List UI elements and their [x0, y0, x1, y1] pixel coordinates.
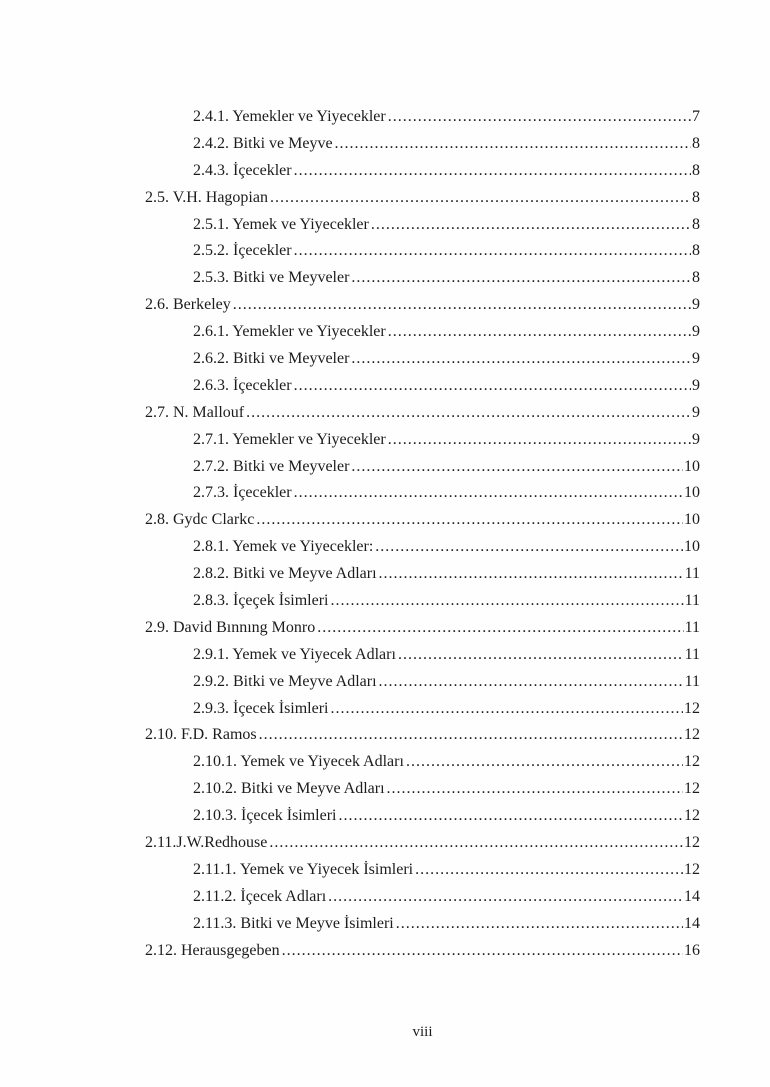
toc-entry-label: 2.5. V.H. Hagopian [145, 188, 268, 206]
toc-entry-page-number: 12 [684, 699, 700, 717]
toc-entry-label: 2.9.3. İçecek İsimleri [193, 699, 329, 717]
toc-entry-page-number: 12 [684, 726, 700, 744]
toc-entry-label: 2.11.1. Yemek ve Yiyecek İsimleri [193, 860, 414, 878]
toc-entry-page-number: 8 [692, 242, 700, 260]
dot-leader [351, 265, 691, 292]
toc-entry-page-number: 9 [692, 296, 700, 314]
dot-leader [396, 911, 683, 938]
toc-entry-page-number: 12 [684, 807, 700, 825]
toc-entry[interactable] [145, 427, 700, 454]
toc-entry-label: 2.5.2. İçecekler [193, 242, 292, 260]
toc-entry[interactable] [145, 776, 700, 803]
toc-entry-page-number: 8 [692, 134, 700, 152]
toc-entry-page-number: 9 [692, 403, 700, 421]
toc-entry-label: 2.8.2. Bitki ve Meyve Adları [193, 565, 377, 583]
toc-entry-label: 2.11.3. Bitki ve Meyve İsimleri [193, 914, 394, 932]
dot-leader [270, 185, 691, 212]
toc-entry-label: 2.5.1. Yemek ve Yiyecekler [193, 215, 369, 233]
toc-entry[interactable] [145, 104, 700, 131]
toc-entry-label: 2.7.2. Bitki ve Meyveler [193, 457, 350, 475]
toc-entry-label: 2.9.2. Bitki ve Meyve Adları [193, 672, 377, 690]
dot-leader [351, 454, 683, 481]
toc-entry-label: 2.6.2. Bitki ve Meyveler [193, 350, 350, 368]
toc-entry[interactable] [145, 454, 700, 481]
dot-leader [388, 104, 691, 131]
dot-leader [375, 534, 683, 561]
toc-entry[interactable] [145, 911, 700, 938]
dot-leader [398, 642, 684, 669]
dot-leader [406, 749, 683, 776]
toc-entry[interactable] [145, 507, 700, 534]
toc-entry-page-number: 8 [692, 161, 700, 179]
toc-entry[interactable] [145, 857, 700, 884]
toc-entry-page-number: 10 [684, 484, 700, 502]
toc-entry-page-number: 12 [684, 753, 700, 771]
toc-entry-page-number: 14 [684, 914, 700, 932]
toc-entry[interactable] [145, 642, 700, 669]
toc-entry-label: 2.10.1. Yemek ve Yiyecek Adları [193, 753, 404, 771]
dot-leader [328, 884, 683, 911]
toc-entry-page-number: 11 [684, 672, 700, 690]
dot-leader [269, 830, 683, 857]
dot-leader [256, 507, 683, 534]
toc-entry-label: 2.8.1. Yemek ve Yiyecekler: [193, 538, 374, 556]
toc-entry-page-number: 11 [684, 645, 700, 663]
dot-leader [317, 615, 683, 642]
toc-entry-label: 2.7. N. Mallouf [145, 403, 245, 421]
dot-leader [331, 696, 684, 723]
toc-entry-page-number: 12 [684, 780, 700, 798]
footer-page-number: viii [412, 1024, 433, 1040]
toc-entry[interactable] [145, 238, 700, 265]
dot-leader [282, 938, 683, 965]
toc-entry[interactable] [145, 588, 700, 615]
toc-entry[interactable] [145, 400, 700, 427]
toc-entry-page-number: 10 [684, 538, 700, 556]
toc-entry-label: 2.6.3. İçecekler [193, 376, 292, 394]
toc-entry[interactable] [145, 938, 700, 965]
toc-entry-label: 2.12. Herausgegeben [145, 941, 280, 959]
toc-entry[interactable] [145, 212, 700, 239]
dot-leader [331, 588, 684, 615]
dot-leader [233, 292, 691, 319]
dot-leader [339, 803, 684, 830]
toc-entry-page-number: 10 [684, 457, 700, 475]
toc-entry-label: 2.9.1. Yemek ve Yiyecek Adları [193, 645, 396, 663]
toc-entry-label: 2.10.3. İçecek İsimleri [193, 807, 337, 825]
toc-entry-label: 2.9. David Bınnıng Monro [145, 618, 316, 636]
toc-entry-page-number: 11 [684, 592, 700, 610]
toc-entry[interactable] [145, 884, 700, 911]
dot-leader [388, 319, 691, 346]
dot-leader [335, 131, 691, 158]
toc-entry-page-number: 9 [692, 430, 700, 448]
toc-entry[interactable] [145, 480, 700, 507]
toc-entry-label: 2.8.3. İçeçek İsimleri [193, 592, 329, 610]
toc-entry[interactable] [145, 131, 700, 158]
toc-entry-page-number: 9 [692, 350, 700, 368]
toc-entry[interactable] [145, 292, 700, 319]
dot-leader [246, 400, 691, 427]
toc-entry-label: 2.10.2. Bitki ve Meyve Adları [193, 780, 385, 798]
dot-leader [379, 561, 684, 588]
toc-entry-label: 2.7.1. Yemekler ve Yiyecekler [193, 430, 386, 448]
toc-entry[interactable] [145, 803, 700, 830]
toc-entry[interactable] [145, 265, 700, 292]
dot-leader [259, 722, 683, 749]
toc-entry-page-number: 11 [684, 618, 700, 636]
toc-entry-label: 2.7.3. İçecekler [193, 484, 292, 502]
toc-entry-page-number: 11 [684, 565, 700, 583]
dot-leader [294, 373, 691, 400]
toc-entry-page-number: 9 [692, 376, 700, 394]
toc-entry[interactable] [145, 346, 700, 373]
dot-leader [294, 158, 691, 185]
toc-entry-page-number: 16 [684, 941, 700, 959]
toc-entry-page-number: 14 [684, 887, 700, 905]
toc-entry[interactable] [145, 561, 700, 588]
dot-leader [294, 238, 691, 265]
toc-entry[interactable] [145, 534, 700, 561]
dot-leader [379, 669, 684, 696]
toc-entry[interactable] [145, 319, 700, 346]
toc-entry-label: 2.5.3. Bitki ve Meyveler [193, 269, 350, 287]
toc-entry[interactable] [145, 696, 700, 723]
toc-entry-label: 2.11.J.W.Redhouse [145, 834, 268, 852]
toc-entry[interactable] [145, 185, 700, 212]
toc-entry-page-number: 12 [684, 860, 700, 878]
toc-entry[interactable] [145, 158, 700, 185]
toc-entry[interactable] [145, 669, 700, 696]
dot-leader [387, 776, 683, 803]
toc-entry-page-number: 12 [684, 834, 700, 852]
dot-leader [294, 480, 683, 507]
dot-leader [415, 857, 683, 884]
toc-entry[interactable] [145, 722, 700, 749]
toc-entry-page-number: 7 [692, 108, 700, 125]
toc-entry-label: 2.11.2. İçecek Adları [193, 887, 327, 905]
toc-entry-page-number: 8 [692, 269, 700, 287]
toc-entry-page-number: 10 [684, 511, 700, 529]
toc-entry[interactable] [145, 373, 700, 400]
toc-entry[interactable] [145, 830, 700, 857]
toc-entry-page-number: 8 [692, 188, 700, 206]
toc-entry-label: 2.8. Gydc Clarkc [145, 511, 255, 529]
toc-entry-label: 2.4.1. Yemekler ve Yiyecekler [193, 108, 386, 125]
toc-entry-label: 2.4.2. Bitki ve Meyve [193, 134, 333, 152]
toc-entry-label: 2.10. F.D. Ramos [145, 726, 257, 744]
toc-entry-label: 2.4.3. İçecekler [193, 161, 292, 179]
toc-entry-page-number: 9 [692, 323, 700, 341]
dot-leader [388, 427, 691, 454]
toc-entry-page-number: 8 [692, 215, 700, 233]
toc-entry[interactable] [145, 615, 700, 642]
toc-entry-label: 2.6.1. Yemekler ve Yiyecekler [193, 323, 386, 341]
toc-entry-label: 2.6. Berkeley [145, 296, 231, 314]
table-of-contents [145, 104, 700, 965]
toc-entry[interactable] [145, 749, 700, 776]
dot-leader [371, 212, 691, 239]
dot-leader [351, 346, 691, 373]
